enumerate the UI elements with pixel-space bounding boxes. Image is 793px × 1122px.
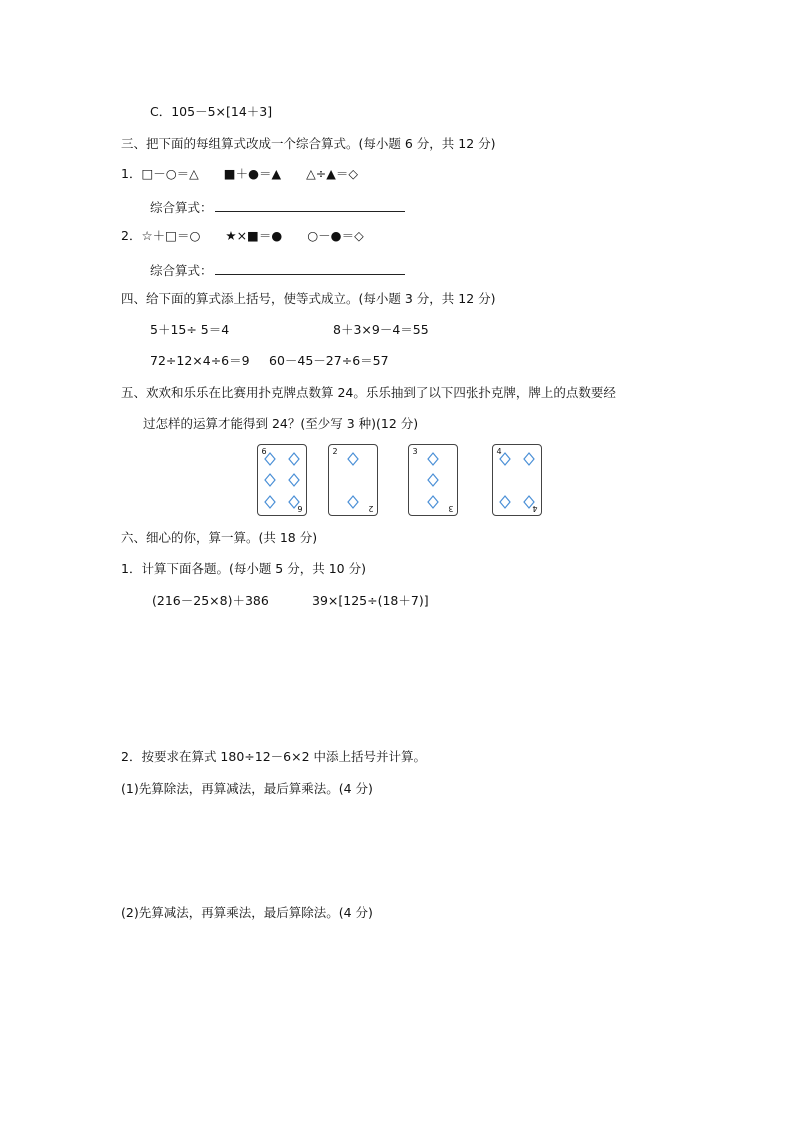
answer-line-1 <box>150 198 405 216</box>
question-3-2: 2．☆＋□＝○ ★×■＝● ○－●＝◇ <box>121 228 364 243</box>
expression-6-1b: 39×[125÷(18＋7)] <box>312 593 429 608</box>
diamond-icon <box>264 495 276 509</box>
card-rank: 3 <box>412 447 418 456</box>
diamond-icon <box>427 452 439 466</box>
question-6-2: 2．按要求在算式 180÷12－6×2 中添上括号并计算。 <box>121 749 427 764</box>
answer-label: 综合算式： <box>150 263 213 278</box>
diamond-icon <box>288 495 300 509</box>
diamond-icon <box>499 495 511 509</box>
diamond-icon <box>427 495 439 509</box>
diamond-icon <box>347 452 359 466</box>
diamond-icon <box>523 452 535 466</box>
expression-6-1a: (216－25×8)＋386 <box>152 593 269 608</box>
question-6-2-part2: (2)先算减法，再算乘法，最后算除法。(4 分) <box>121 905 373 920</box>
card-rank: 2 <box>332 447 338 456</box>
answer-label: 综合算式： <box>150 200 213 215</box>
section-3-heading: 三、把下面的每组算式改成一个综合算式。(每小题 6 分，共 12 分) <box>121 136 496 151</box>
playing-card-3 <box>408 444 458 516</box>
diamond-icon <box>499 452 511 466</box>
card-rank: 4 <box>496 447 502 456</box>
equation-4-4: 60－45－27÷6＝57 <box>269 353 389 368</box>
section-5-heading-cont: 过怎样的运算才能得到 24？(至少写 3 种)(12 分) <box>143 416 419 431</box>
diamond-icon <box>288 452 300 466</box>
card-rank: 6 <box>297 504 303 513</box>
playing-card-4 <box>492 444 542 516</box>
card-rank: 6 <box>261 447 267 456</box>
equation-4-3: 72÷12×4÷6＝9 <box>150 353 250 368</box>
answer-line-2 <box>150 261 405 279</box>
diamond-icon <box>288 473 300 487</box>
section-4-heading: 四、给下面的算式添上括号，使等式成立。(每小题 3 分，共 12 分) <box>121 291 496 306</box>
section-5-heading: 五、欢欢和乐乐在比赛用扑克牌点数算 24。乐乐抽到了以下四张扑克牌，牌上的点数要经 <box>121 385 616 400</box>
option-c: C．105－5×[14＋3] <box>150 104 273 119</box>
diamond-icon <box>347 495 359 509</box>
card-rank: 4 <box>532 504 538 513</box>
equation-4-1: 5＋15÷ 5＝4 <box>150 322 230 337</box>
diamond-icon <box>264 452 276 466</box>
diamond-icon <box>427 473 439 487</box>
answer-blank-1[interactable] <box>215 198 405 212</box>
playing-card-2 <box>328 444 378 516</box>
diamond-icon <box>264 473 276 487</box>
equation-4-2: 8＋3×9－4＝55 <box>333 322 429 337</box>
answer-blank-2[interactable] <box>215 261 405 275</box>
card-rank: 3 <box>448 504 454 513</box>
question-3-1: 1．□－○＝△ ■＋●＝▲ △÷▲＝◇ <box>121 166 358 181</box>
question-6-2-part1: (1)先算除法，再算减法，最后算乘法。(4 分) <box>121 781 373 796</box>
card-rank: 2 <box>368 504 374 513</box>
section-6-heading: 六、细心的你，算一算。(共 18 分) <box>121 530 318 545</box>
playing-card-6 <box>257 444 307 516</box>
question-6-1: 1．计算下面各题。(每小题 5 分，共 10 分) <box>121 561 366 576</box>
diamond-icon <box>523 495 535 509</box>
